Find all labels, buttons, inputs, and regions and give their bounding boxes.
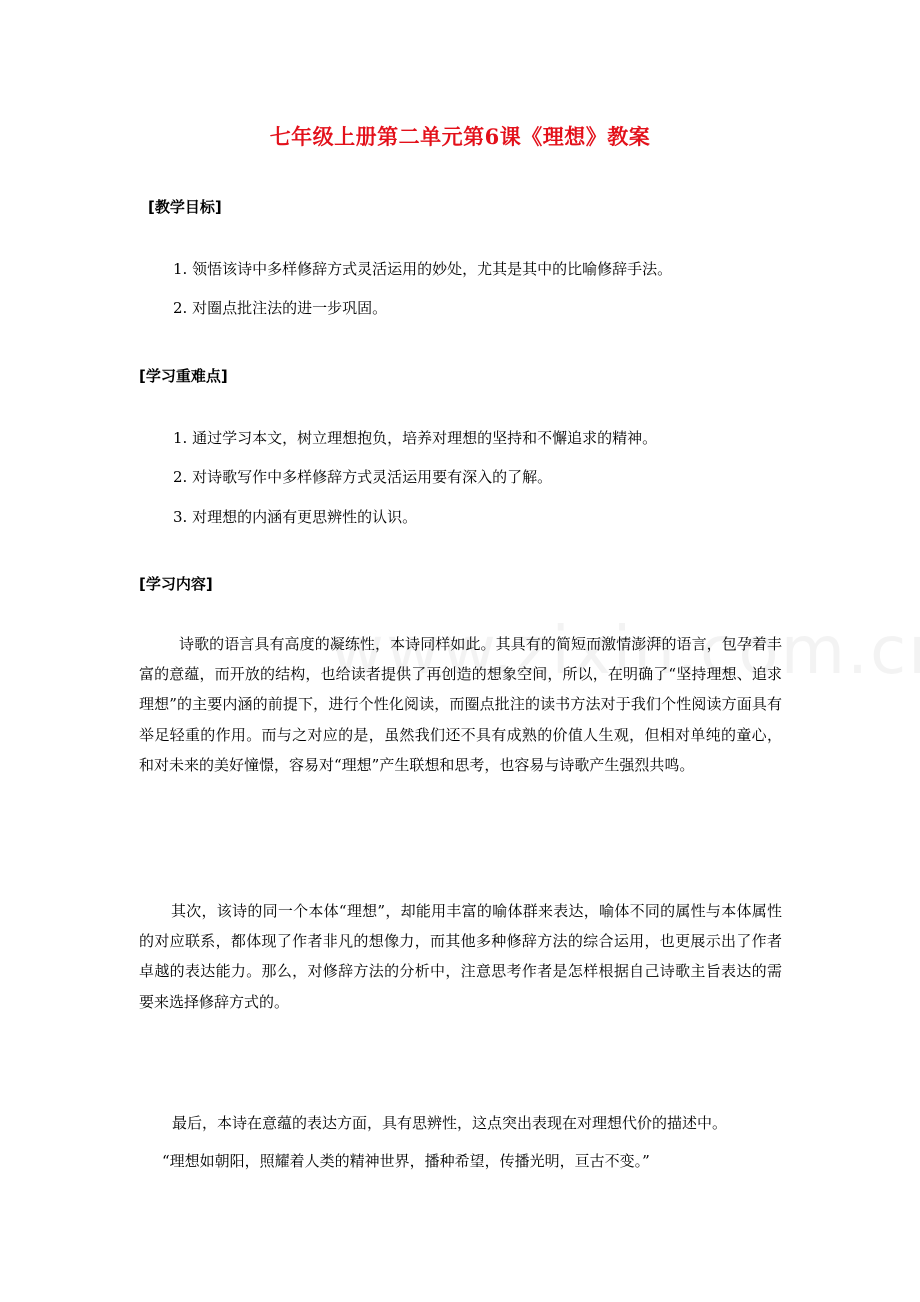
- objective-item-1: 1. 领悟该诗中多样修辞方式灵活运用的妙处，尤其是其中的比喻修辞手法。: [173, 260, 673, 278]
- content-paragraph-3: 最后，本诗在意蕴的表达方面，具有思辨性，这点突出表现在对理想代价的描述中。: [172, 1114, 728, 1132]
- section-heading-content: [学习内容]: [139, 575, 213, 593]
- section-heading-key-points: [学习重难点]: [139, 367, 228, 385]
- key-point-item-1: 1. 通过学习本文，树立理想抱负，培养对理想的坚持和不懈追求的精神。: [173, 429, 658, 447]
- content-paragraph-2: 其次，该诗的同一个本体“理想”，却能用丰富的喻体群来表达，喻体不同的属性与本体属性的对应联系，都体现了作者非凡的想像力，而其他多种修辞方法的综合运用，也更展示出了作者卓越的表达能力。那么，对修辞方法的分析中，注意思考作者是怎样根据自己诗歌主旨表达的需要来选择修辞方式的。: [139, 902, 782, 1011]
- content-quote: “理想如朝阳，照耀着人类的精神世界，播种希望，传播光明，亘古不变。”: [162, 1152, 650, 1170]
- content-paragraph-1: 诗歌的语言具有高度的凝练性，本诗同样如此。其具有的简短而激情澎湃的语言，包孕着丰富的意蕴，而开放的结构，也给读者提供了再创造的想象空间，所以，在明确了“坚持理想、追求理想”的主要内涵的前提下，进行个性化阅读，而圈点批注的读书方法对于我们个性阅读方面具有举足轻重的作用。而与之对应的是，虽然我们还不具有成熟的价值人生观，但相对单纯的童心，和对未来的美好憧憬，容易对“理想”产生联想和思考，也容易与诗歌产生强烈共鸣。: [139, 635, 782, 774]
- document-title: 七年级上册第二单元第6课《理想》教案: [269, 124, 651, 149]
- section-heading-objectives: [教学目标]: [148, 198, 222, 216]
- key-point-item-2: 2. 对诗歌写作中多样修辞方式灵活运用要有深入的了解。: [173, 468, 553, 486]
- objective-item-2: 2. 对圈点批注法的进一步巩固。: [173, 299, 388, 317]
- key-point-item-3: 3. 对理想的内涵有更思辨性的认识。: [173, 508, 418, 526]
